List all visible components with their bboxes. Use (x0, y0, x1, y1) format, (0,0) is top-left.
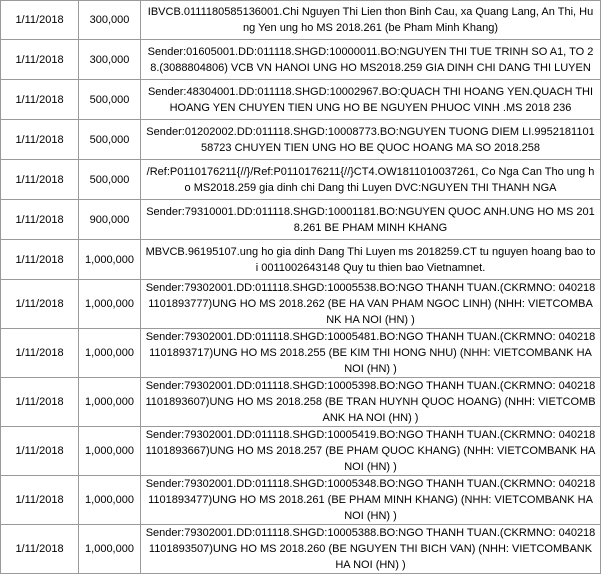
date-cell: 1/11/2018 (1, 329, 79, 378)
amount-cell: 1,000,000 (79, 378, 141, 427)
amount-cell: 500,000 (79, 80, 141, 120)
amount-cell: 300,000 (79, 40, 141, 80)
table-row (1, 525, 601, 574)
date-cell: 1/11/2018 (1, 160, 79, 200)
table-row (1, 240, 601, 280)
date-cell: 1/11/2018 (1, 525, 79, 574)
description-cell: Sender:79302001.DD:011118.SHGD:10005481.BO:NGO THANH TUAN.(CKRMNO: 0402181101893717)UNG HO MS 2018.255 (BE KIM THI HONG NHU) (NHH: VIETCOMBANK HA NOI (HN) ) (141, 329, 601, 378)
date-cell: 1/11/2018 (1, 427, 79, 476)
table-row (1, 120, 601, 160)
amount-cell: 1,000,000 (79, 329, 141, 378)
amount-cell: 1,000,000 (79, 525, 141, 574)
description-cell: Sender:01202002.DD:011118.SHGD:10008773.BO:NGUYEN TUONG DIEM LI.995218110158723 CHUYEN TIEN UNG HO BE QUOC HOANG MA SO 2018.258 (141, 120, 601, 160)
table-row (1, 378, 601, 427)
description-cell: Sender:79310001.DD:011118.SHGD:10001181.BO:NGUYEN QUOC ANH.UNG HO MS 2018.261 BE PHAM MINH KHANG (141, 200, 601, 240)
date-cell: 1/11/2018 (1, 378, 79, 427)
table-row (1, 200, 601, 240)
amount-cell: 1,000,000 (79, 476, 141, 525)
amount-cell: 900,000 (79, 200, 141, 240)
date-cell: 1/11/2018 (1, 200, 79, 240)
date-cell: 1/11/2018 (1, 1, 79, 40)
table-row (1, 40, 601, 80)
description-cell: Sender:79302001.DD:011118.SHGD:10005348.BO:NGO THANH TUAN.(CKRMNO: 0402181101893477)UNG HO MS 2018.261 (BE PHAM MINH KHANG) (NHH: VIETCOMBANK HA NOI (HN) ) (141, 476, 601, 525)
description-cell: Sender:01605001.DD:011118.SHGD:10000011.BO:NGUYEN THI TUE TRINH SO A1, TO 28.(3088804806) VCB VN HANOI UNG HO MS2018.259 GIA DINH CHI DANG THI LUYEN (141, 40, 601, 80)
amount-cell: 1,000,000 (79, 240, 141, 280)
table-row (1, 427, 601, 476)
date-cell: 1/11/2018 (1, 476, 79, 525)
description-cell: Sender:79302001.DD:011118.SHGD:10005419.BO:NGO THANH TUAN.(CKRMNO: 0402181101893667)UNG HO MS 2018.257 (BE PHAM QUOC KHANG) (NHH: VIETCOMBANK HA NOI (HN) ) (141, 427, 601, 476)
date-cell: 1/11/2018 (1, 280, 79, 329)
table-row (1, 1, 601, 40)
date-cell: 1/11/2018 (1, 240, 79, 280)
description-cell: Sender:79302001.DD:011118.SHGD:10005388.BO:NGO THANH TUAN.(CKRMNO: 0402181101893507)UNG HO MS 2018.260 (BE NGUYEN THI BICH VAN) (NHH: VIETCOMBANK HA NOI (HN) ) (141, 525, 601, 574)
description-cell: Sender:79302001.DD:011118.SHGD:10005398.BO:NGO THANH TUAN.(CKRMNO: 0402181101893607)UNG HO MS 2018.258 (BE TRAN HUYNH QUOC HOANG) (NHH: VIETCOMBANK HA NOI (HN) ) (141, 378, 601, 427)
date-cell: 1/11/2018 (1, 80, 79, 120)
table-row (1, 476, 601, 525)
table-row (1, 160, 601, 200)
amount-cell: 500,000 (79, 120, 141, 160)
table-row (1, 80, 601, 120)
description-cell: MBVCB.96195107.ung ho gia dinh Dang Thi Luyen ms 2018259.CT tu nguyen hoang bao toi 0011002643148 Quy tu thien bao Vietnamnet. (141, 240, 601, 280)
date-cell: 1/11/2018 (1, 40, 79, 80)
description-cell: Sender:79302001.DD:011118.SHGD:10005538.BO:NGO THANH TUAN.(CKRMNO: 0402181101893777)UNG HO MS 2018.262 (BE HA VAN PHAM NGOC LINH) (NHH: VIETCOMBANK HA NOI (HN) ) (141, 280, 601, 329)
amount-cell: 300,000 (79, 1, 141, 40)
amount-cell: 500,000 (79, 160, 141, 200)
amount-cell: 1,000,000 (79, 280, 141, 329)
date-cell: 1/11/2018 (1, 120, 79, 160)
table-row (1, 280, 601, 329)
description-cell: Sender:48304001.DD:011118.SHGD:10002967.BO:QUACH THI HOANG YEN.QUACH THI HOANG YEN CHUYEN TIEN UNG HO BE NGUYEN PHUOC VINH .MS 2018 236 (141, 80, 601, 120)
table-row (1, 329, 601, 378)
description-cell: /Ref:P0110176211{//}/Ref:P0110176211{//}CT4.OW1811010037261, Co Nga Can Tho ung ho MS2018.259 gia dinh chi Dang thi Luyen DVC:NGUYEN THI THANH NGA (141, 160, 601, 200)
amount-cell: 1,000,000 (79, 427, 141, 476)
description-cell: IBVCB.0111180585136001.Chi Nguyen Thi Lien thon Binh Cau, xa Quang Lang, An Thi, Hung Yen ung ho MS 2018.261 (be Pham Minh Khang) (141, 1, 601, 40)
